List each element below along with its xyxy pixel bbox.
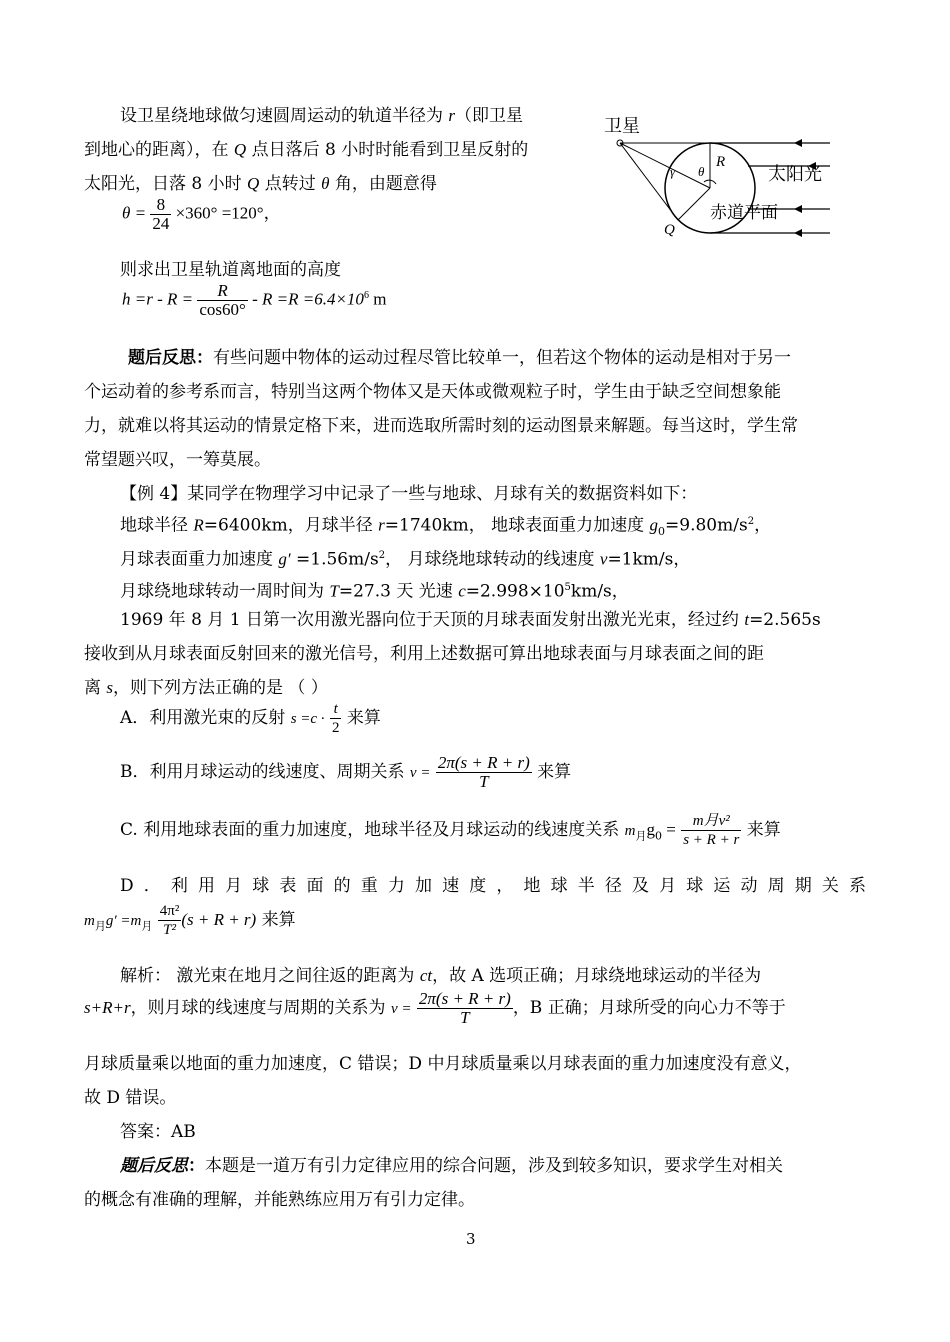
text-span: 来算 xyxy=(341,708,381,728)
fraction xyxy=(150,196,171,233)
superscript: 2 xyxy=(378,550,386,561)
numerator: 8 xyxy=(156,195,166,214)
data-line xyxy=(120,544,690,572)
example-heading: 【例 4】某同学在物理学习中记录了一些与地球、月球有关的数据资料如下： xyxy=(120,484,698,504)
math: m xyxy=(84,913,95,929)
fraction xyxy=(417,990,513,1027)
text-span: 到地心的距离），在 xyxy=(84,140,229,160)
numerator: 2π(s + R + r) xyxy=(418,989,511,1008)
option-a xyxy=(120,700,381,750)
superscript: 5 xyxy=(564,582,571,593)
numerator: 4π² xyxy=(159,903,180,919)
var: T xyxy=(329,581,339,601)
text-span: 则求出卫星轨道离地面的高度 xyxy=(120,260,341,280)
denominator: 2 xyxy=(331,720,340,736)
numerator: R xyxy=(217,281,228,300)
denominator: T xyxy=(417,1008,513,1027)
answer: 答案：AB xyxy=(120,1122,196,1142)
r-label: R xyxy=(716,154,726,170)
text-span: 月球表面重力加速度 xyxy=(120,549,279,570)
sunlight-label: 太阳光 xyxy=(768,164,822,185)
fraction xyxy=(158,902,182,939)
math: v = xyxy=(409,765,431,781)
data-line xyxy=(120,510,771,544)
text-span: ，则月球的线速度与周期的关系为 xyxy=(130,998,391,1018)
text-span: ， xyxy=(754,515,772,536)
text-span: 有些问题中物体的运动过程尽管比较单一，但若这个物体的运动是相对于另一 xyxy=(213,348,791,368)
equation-theta xyxy=(122,196,281,246)
var: v xyxy=(599,549,608,569)
math: = xyxy=(661,820,676,839)
reflection-title: 题后反思 xyxy=(128,348,196,368)
text-span: B．利用月球运动的线速度、周期关系 xyxy=(120,762,410,782)
math: g xyxy=(646,820,655,839)
arrow-icon xyxy=(794,139,802,147)
var: r xyxy=(378,515,385,535)
eq-lhs: θ = xyxy=(122,203,147,223)
gamma-label: γ xyxy=(670,164,676,179)
analysis-line xyxy=(84,990,786,1040)
text-span: ，故 A 选项正确；月球绕地球运动的半径为 xyxy=(432,966,762,986)
subscript: 0 xyxy=(658,525,666,539)
option-d-formula xyxy=(84,902,296,952)
math: s =c · xyxy=(290,711,325,727)
var: t xyxy=(744,610,750,629)
text-span: 设卫星绕地球做匀速圆周运动的轨道半径为 xyxy=(120,106,443,126)
var-q: Q xyxy=(233,140,247,159)
text-span: 月球绕地球转动一周时间为 xyxy=(120,581,330,602)
text-line: 接收到从月球表面反射回来的激光信号，利用上述数据可算出地球表面与月球表面之间的距 xyxy=(84,644,764,664)
arrow-icon xyxy=(794,205,802,213)
eq-rhs: - R =R =6.4×10 xyxy=(252,289,364,309)
text-span: =27.3 天 光速 xyxy=(338,581,459,602)
denominator: 24 xyxy=(152,214,170,233)
numerator: m月v² xyxy=(692,813,730,829)
fraction xyxy=(197,282,247,319)
text-span: ， 月球绕地球转动的线速度 xyxy=(385,549,600,570)
tangent-line xyxy=(620,143,678,220)
page-number: 3 xyxy=(466,1230,476,1248)
unit: m xyxy=(368,289,387,309)
text-span: 来算 xyxy=(256,910,296,930)
text-line: 力，就难以将其运动的情景定格下来，进而选取所需时刻的运动图景来解题。每当这时，学生常 xyxy=(84,416,798,436)
text-span: 本题是一道万有引力定律应用的综合问题，涉及到较多知识，要求学生对相关 xyxy=(205,1156,783,1176)
text-line xyxy=(84,172,437,196)
var-r: r xyxy=(448,106,456,125)
option-b xyxy=(120,754,571,804)
math: (s + R + r) xyxy=(181,910,257,929)
var: R xyxy=(193,515,204,535)
exponent: 6 xyxy=(363,289,369,301)
q-label: Q xyxy=(664,222,675,238)
analysis-line xyxy=(120,964,761,988)
var: s xyxy=(106,678,114,697)
var: c xyxy=(458,581,466,601)
text-line: 的概念有准确的理解，并能熟练应用万有引力定律。 xyxy=(84,1190,475,1210)
data-line xyxy=(120,576,629,604)
text-span: 角，由题意得 xyxy=(334,174,437,194)
fraction xyxy=(681,812,741,849)
eq-rhs: ×360° =120°， xyxy=(175,203,281,223)
denominator: T xyxy=(436,772,532,791)
var: s+R+r xyxy=(84,998,131,1017)
text-span: 地球半径 xyxy=(120,515,194,536)
equator-label: 赤道平面 xyxy=(710,203,778,223)
subscript: 0 xyxy=(654,829,662,843)
text-span: =2.998×10 xyxy=(465,581,565,602)
var: g xyxy=(649,515,659,535)
text-span: ，B 正确；月球所受的向心力不等于 xyxy=(512,998,786,1018)
text-span: km/s， xyxy=(570,581,629,602)
text-span: 太阳光，日落 8 小时 xyxy=(84,174,242,194)
analysis-line: 月球质量乘以地面的重力加速度，C 错误；D 中月球质量乘以月球表面的重力加速度没有意义， xyxy=(84,1054,802,1074)
text-span: C. 利用地球表面的重力加速度，地球半径及月球运动的线速度关系 xyxy=(120,820,625,840)
subscript: 月 xyxy=(635,829,647,843)
text-span: =9.80m/s xyxy=(665,515,748,536)
subscript: 月 xyxy=(141,919,153,933)
text-span: 解析： 激光束在地月之间往返的距离为 xyxy=(120,966,420,986)
eq-lhs: h =r - R = xyxy=(122,289,194,309)
arrow-icon xyxy=(794,229,802,237)
theta-label: θ xyxy=(698,164,705,179)
var: g′ xyxy=(278,549,291,569)
var-theta: θ xyxy=(321,174,330,193)
equation-height xyxy=(122,282,386,332)
text-span: ： xyxy=(188,1156,205,1176)
var: ct xyxy=(419,966,433,985)
denominator: T² xyxy=(158,920,182,939)
text-span: =1740km， 地球表面重力加速度 xyxy=(384,515,650,536)
text-line xyxy=(84,138,528,162)
text-line: 个运动着的参考系而言，特别当这两个物体又是天体或微观粒子时，学生由于缺乏空间想象能 xyxy=(84,382,781,402)
fraction xyxy=(330,700,342,737)
superscript: 2 xyxy=(747,516,755,527)
satellite-label: 卫星 xyxy=(604,116,640,137)
text-span: =1.56m/s xyxy=(290,549,379,570)
text-span: =6400km，月球半径 xyxy=(203,515,379,536)
subscript: 月 xyxy=(94,919,106,933)
denominator: cos60° xyxy=(199,300,246,319)
numerator: 2π(s + R + r) xyxy=(437,753,530,772)
text-span: 点日落后 8 小时时能看到卫星反射的 xyxy=(251,140,529,160)
text-span: （即卫星 xyxy=(455,106,524,126)
text-line xyxy=(128,346,791,370)
satellite-orbit-diagram xyxy=(598,108,838,242)
text-line xyxy=(84,676,328,700)
text-span: =2.565s xyxy=(749,610,821,630)
text-span: 来算 xyxy=(741,820,781,840)
var-q: Q xyxy=(247,174,260,193)
text-span: 点转过 xyxy=(264,174,316,194)
fraction xyxy=(436,754,532,791)
text-line xyxy=(120,1154,783,1178)
math: g′ =m xyxy=(105,913,142,929)
reflection-title: 题后反思 xyxy=(120,1156,188,1176)
text-span: 来算 xyxy=(531,762,572,782)
option-d: D．利用月球表面的重力加速度，地球半径及月球运动周期关系 xyxy=(120,876,866,896)
text-line xyxy=(120,258,341,282)
analysis-line: 故 D 错误。 xyxy=(84,1088,177,1108)
text-line xyxy=(120,608,821,632)
text-span: ，则下列方法正确的是 （ ） xyxy=(113,678,328,698)
text-span: =1km/s， xyxy=(607,549,691,570)
math: m xyxy=(624,823,636,839)
denominator: s + R + r xyxy=(683,832,740,848)
text-span: 1969 年 8 月 1 日第一次用激光器向位于天顶的月球表面发射出激光光束，经过约 xyxy=(120,610,745,630)
option-c xyxy=(120,812,781,862)
math: v = xyxy=(390,1001,412,1017)
numerator: t xyxy=(333,701,338,717)
text-line: 常望题兴叹，一筹莫展。 xyxy=(84,450,271,470)
text-span: A．利用激光束的反射 xyxy=(120,708,291,728)
radius-line xyxy=(678,188,710,220)
text-span: 离 xyxy=(84,678,107,698)
text-line xyxy=(120,104,523,128)
text-span: ： xyxy=(196,348,213,368)
